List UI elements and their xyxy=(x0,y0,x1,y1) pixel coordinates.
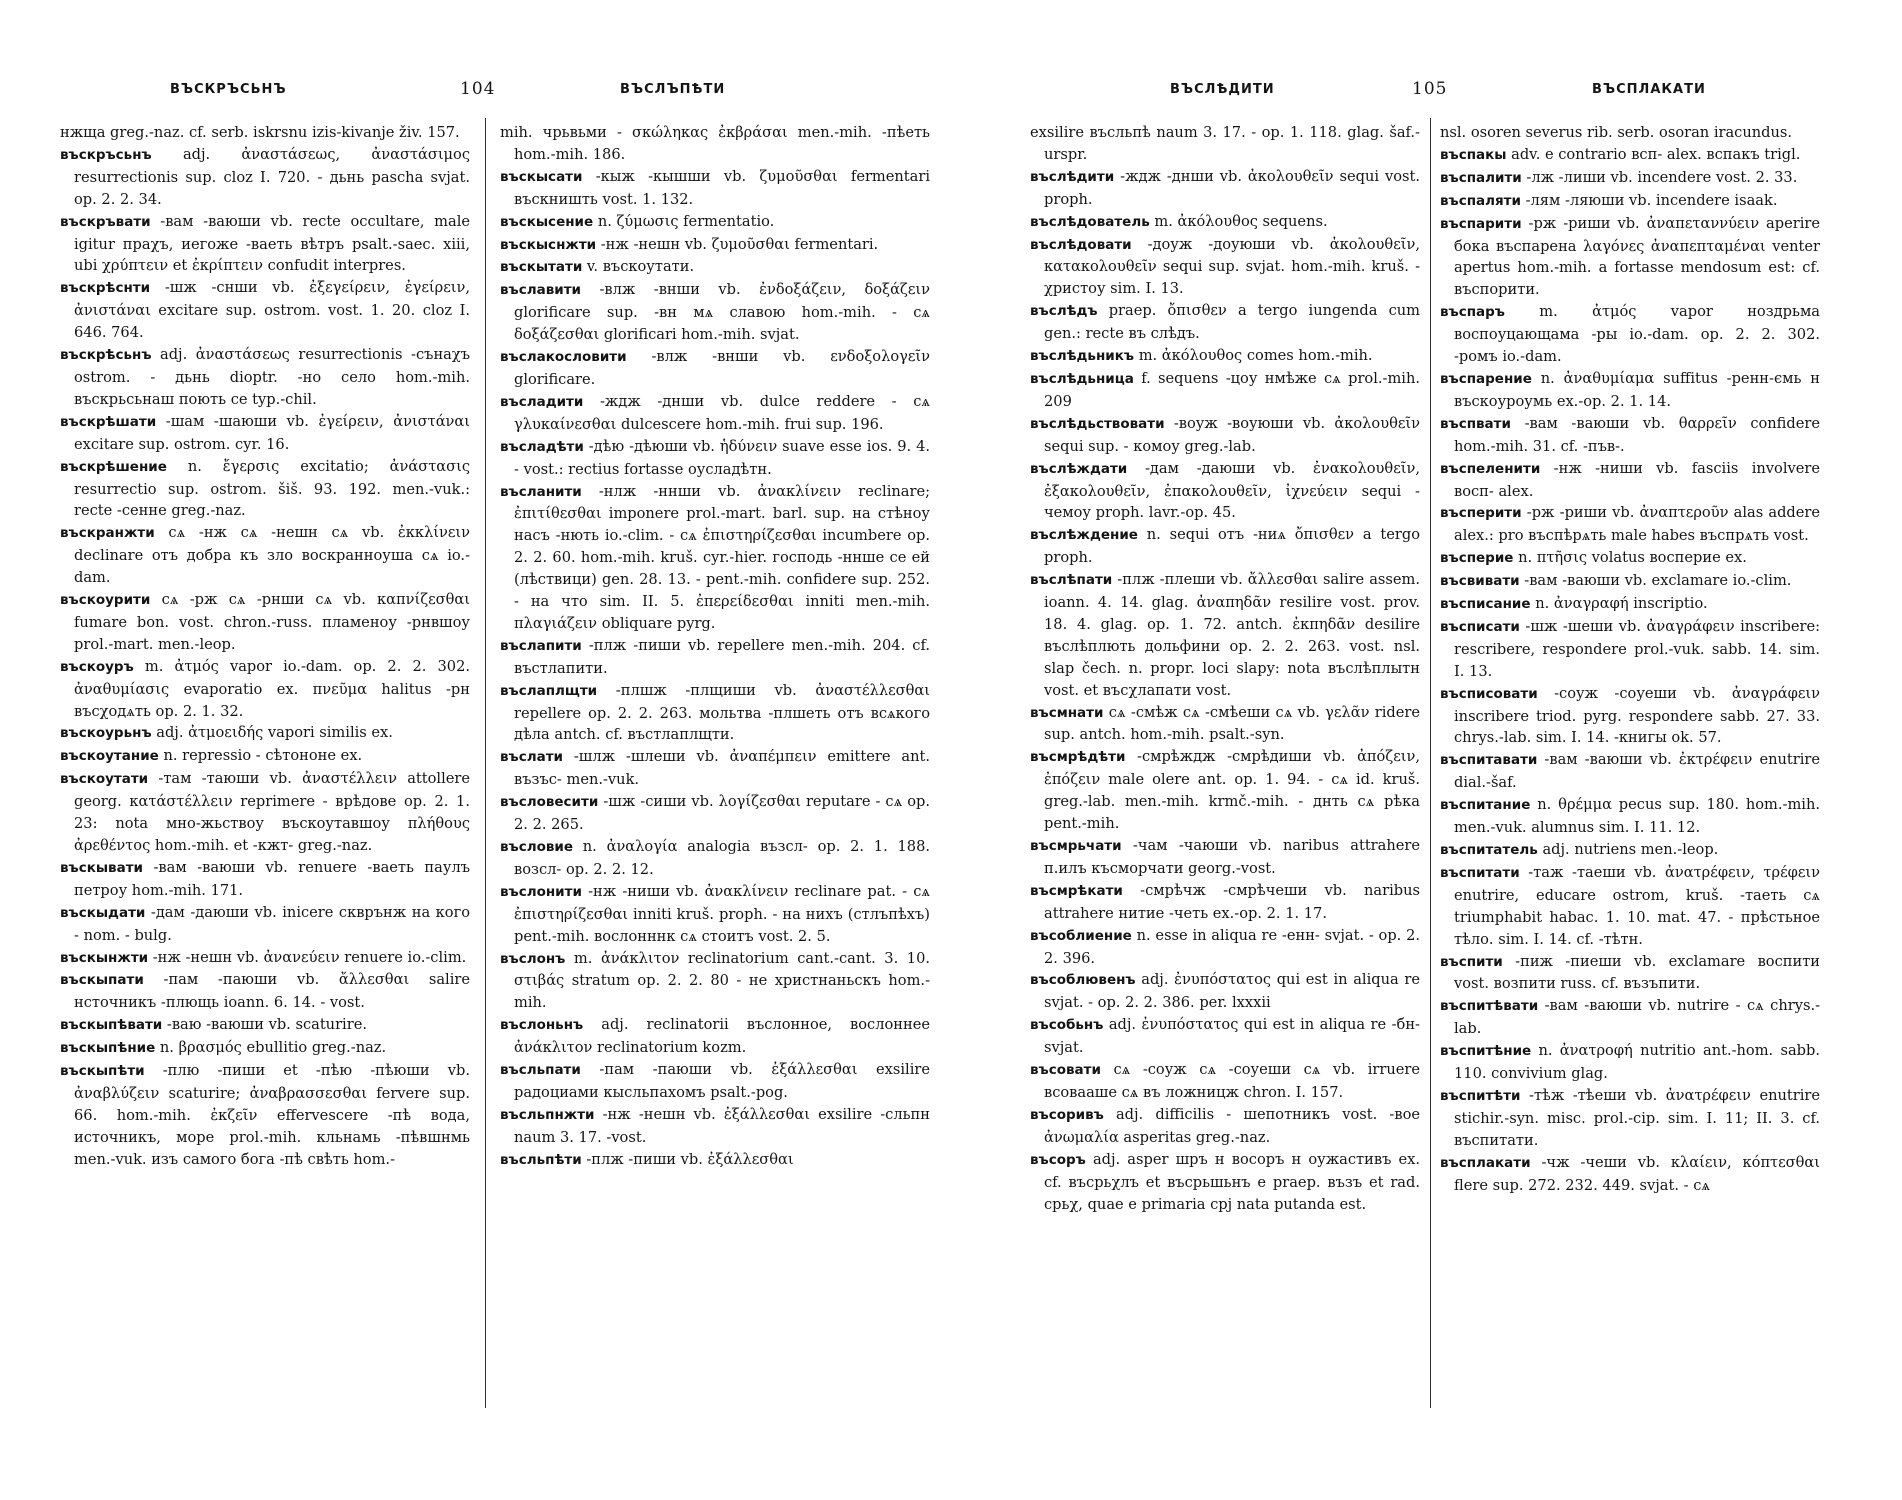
entry-headword: въсмрьчати xyxy=(1030,838,1122,854)
dictionary-entry xyxy=(1030,211,1420,234)
dictionary-entry xyxy=(1030,300,1420,345)
entry-text: сѧ -смѣж сѧ -смѣеши сѧ vb. γελᾶν ridere sup. antch. hom.-mih. psalt.-syn. xyxy=(1044,703,1420,744)
entry-headword: въскытати xyxy=(500,259,583,276)
dictionary-entry xyxy=(1030,702,1420,747)
entry-headword: въспитати xyxy=(1440,864,1520,881)
entry-headword: въскрѣсьнъ xyxy=(60,347,152,364)
dictionary-entry xyxy=(1440,995,1820,1040)
entry-text: n. ἀναγραφή inscriptio. xyxy=(1535,595,1708,613)
entry-headword: въслати xyxy=(500,749,563,766)
dictionary-entry xyxy=(60,947,470,970)
entry-headword: въславити xyxy=(500,282,581,299)
entry-headword: въсписание xyxy=(1440,596,1531,613)
entry-text: n. ἔγερσις excitatio; ἀνάστασις resurrectio sup. ostrom. šiš. 93. 192. men.-vuk.: recte -сенне greg.-naz. xyxy=(74,457,470,520)
entry-text: -дам -даюши vb. ἐνακολουθεῖν, ἐξακολουθεῖν, ἐπακολουθεῖν, ἰχνεύειν sequi - чемоу proph. lavr.-op. 45. xyxy=(1044,459,1420,522)
entry-headword: въскыдати xyxy=(60,904,146,921)
entry-text: -соуж -соуеши vb. ἀναγράφειν inscribere triod. pyrg. respondere sabb. 27. 33. chrys.-lab. sim. I. 14. -книгы ok. 57. xyxy=(1454,684,1820,747)
column-rule xyxy=(485,118,486,1408)
entry-text: -вам -ваюши vb. θαρρεῖν confidere hom.-mih. 31. cf. -пъв-. xyxy=(1454,414,1820,455)
entry-headword: въспитѣти xyxy=(1440,1087,1521,1104)
dictionary-entry xyxy=(60,277,470,344)
dictionary-entry xyxy=(1030,458,1420,525)
entry-text: n. πτῆσις volatus восперие ex. xyxy=(1518,549,1747,567)
entry-headword: въслонъ xyxy=(500,950,566,967)
entry-headword: въсоръ xyxy=(1030,1151,1086,1168)
dictionary-entry xyxy=(60,1037,470,1060)
entry-text: нжща greg.-naz. cf. serb. iskrsnu izis-kivanje živ. 157. xyxy=(60,124,460,141)
entry-text: exsilire въсльпѣ naum 3. 17. - op. 1. 118. glag. šaf.-urspr. xyxy=(1030,124,1420,163)
entry-text: adv. e contrario всп- alex. вспакъ trigl. xyxy=(1511,145,1801,163)
entry-headword: въспаръ xyxy=(1440,304,1505,321)
entry-text: m. ἀτμός vapor io.-dam. op. 2. 2. 302. ἀναθυμίασις evaporatio ex. πνεῦμα halitus -рн въсχодѧть op. 2. 1. 32. xyxy=(74,657,470,720)
dictionary-entry xyxy=(1030,835,1420,880)
dictionary-entry xyxy=(60,745,470,768)
dictionary-entry xyxy=(500,791,930,836)
dictionary-entry xyxy=(1030,122,1420,166)
entry-headword: въскыснжти xyxy=(500,236,597,253)
entry-text: adj. ἀναστάσεως resurrectionis -сънаχъ ostrom. - дьнь dioptr. -но село hom.-mih. въскрьсьнаш поють се typ.-chil. xyxy=(74,346,470,408)
entry-text: -нж -нешн vb. ἀνανεύειν renuere io.-clim. xyxy=(152,948,467,966)
dictionary-entry xyxy=(60,456,470,523)
entry-text: -плж -пиши vb. ἐξάλλεσθαι xyxy=(586,1150,794,1168)
entry-headword: въскрѣснти xyxy=(60,280,151,297)
dictionary-entry xyxy=(60,122,470,144)
dictionary-entry xyxy=(1440,749,1820,794)
entry-text: сѧ -рж сѧ -рнши сѧ vb. καπνίζεσθαι fumare bon. vost. chron.-russ. пламеноу -рнвшоу prol.-mart. men.-leop. xyxy=(74,591,470,653)
entry-headword: въсланити xyxy=(500,483,582,500)
entry-text: m. ἀτμός vapor ноздрьма воспоуцающама -ры io.-dam. op. 2. 2. 302. -ромъ io.-dam. xyxy=(1454,303,1820,366)
entry-headword: въсмнати xyxy=(1030,704,1104,721)
entry-text: adj. reclinatorii въслонное, вослоннее ἀνάκλιτον reclinatorium kozm. xyxy=(514,1016,931,1057)
entry-text: -чж -чеши vb. κλαίειν, κόπτεσθαι flere sup. 272. 232. 449. svjat. - сѧ xyxy=(1454,1153,1821,1194)
dictionary-entry xyxy=(1030,746,1420,835)
dictionary-entry xyxy=(1440,862,1820,951)
entry-text: m. ἀκόλουθος sequens. xyxy=(1154,212,1328,230)
entry-text: -ваю -ваюши vb. scaturire. xyxy=(166,1016,367,1034)
entry-headword: въскрѣшати xyxy=(60,413,157,430)
entry-headword: въспеленити xyxy=(1440,460,1541,477)
dictionary-entry xyxy=(500,436,930,481)
entry-text: -вам -ваюши vb. nutrire - сѧ chrys.-lab. xyxy=(1454,997,1821,1038)
page-number: 104 xyxy=(460,79,496,99)
entry-headword: въслѣдователь xyxy=(1030,213,1150,230)
entry-headword: въсобьнъ xyxy=(1030,1017,1104,1034)
column-right-a xyxy=(1030,122,1420,1215)
entry-headword: въслѣдьникъ xyxy=(1030,348,1135,365)
dictionary-entry xyxy=(60,857,470,902)
entry-text: n. repressio - сѣтононе ex. xyxy=(163,747,363,765)
entry-text: -шж -сиши vb. λογίζεσθαι reputare - сѧ op. 2. 2. 265. xyxy=(514,793,931,834)
entry-text: n. βρασμός ebullitio greg.-naz. xyxy=(159,1039,387,1057)
entry-text: -нж -ниши vb. fasciis involvere восп- alex. xyxy=(1454,459,1820,500)
entry-headword: въсперие xyxy=(1440,550,1514,567)
dictionary-entry xyxy=(500,1149,930,1172)
entry-text: -чам -чаюши vb. naribus attrahere п.илъ късморчати georg.-vost. xyxy=(1044,837,1421,877)
dictionary-entry xyxy=(1440,839,1820,862)
entry-headword: въскысение xyxy=(500,213,594,230)
entry-headword: въспитѣние xyxy=(1440,1043,1532,1060)
dictionary-entry xyxy=(500,346,930,391)
entry-text: -смрѣчж -смрѣчеши vb. naribus attrahere нитие -четь ex.-op. 2. 1. 17. xyxy=(1044,881,1420,922)
entry-headword: въскыпѣвати xyxy=(60,1017,163,1034)
entry-headword: въскоутание xyxy=(60,748,159,765)
entry-text: -рж -риши vb. ἀναπτεροῦν alas addere alex.: pro въспѣрѧть male habes въспрѧть vost. xyxy=(1454,504,1820,545)
entry-headword: въслѣдьствовати xyxy=(1030,415,1165,432)
dictionary-entry xyxy=(1440,1085,1820,1152)
dictionary-entry xyxy=(60,656,470,723)
entry-headword: въспитавати xyxy=(1440,752,1538,769)
dictionary-entry xyxy=(1440,951,1820,996)
entry-text: n. ζύμωσις fermentatio. xyxy=(597,212,775,230)
running-head-right xyxy=(1030,79,1830,106)
dictionary-entry xyxy=(500,948,930,1015)
entry-text: n. ἀναλογία analogia възсл- op. 2. 1. 188. возсл- op. 2. 2. 12. xyxy=(514,838,930,878)
entry-text: -дѣю -дѣюши vb. ἡδύνειν suave esse ios. 9. 4. - vost.: rectius fortasse оусладѣтн. xyxy=(514,437,930,478)
entry-text: -таж -таеши vb. ἀνατρέφειν, τρέφειν enutrire, educare ostrom, kruš. -таеть сѧ triumphabit habac. 1. 10. mat. 47. - прѣстьное тѣло. sim. I. 14. cf. -тѣтн. xyxy=(1454,863,1821,948)
entry-headword: въспити xyxy=(1440,953,1503,970)
dictionary-entry xyxy=(1440,213,1820,302)
entry-headword: въскрѣшение xyxy=(60,458,167,475)
dictionary-entry xyxy=(1030,345,1420,368)
header-left-word: ВЪСЛѢДИТИ xyxy=(1170,82,1275,97)
entry-text: mih. чрьвьми - σκώληκας ἐκβράσαι men.-mih. -пѣеть hom.-mih. 186. xyxy=(500,124,930,163)
entry-text: adj. nutriens men.-leop. xyxy=(1542,841,1719,858)
entry-headword: въспаляти xyxy=(1440,192,1521,209)
entry-headword: въскывати xyxy=(60,859,143,876)
dictionary-entry xyxy=(500,481,930,635)
entry-headword: въсовати xyxy=(1030,1062,1101,1079)
entry-text: n. ἀνατροφή nutritio ant.-hom. sabb. 110. convivium glag. xyxy=(1454,1042,1820,1083)
entry-text: -нж -нешн vb. ζυμοῦσθαι fermentari. xyxy=(600,235,879,253)
entry-text: -плшж -плщиши vb. ἀναστέλλεσθαι repellere op. 2. 2. 263. мольтва -плшеть отъ всѧкого дѣла antch. cf. въстлаплщти. xyxy=(514,681,930,744)
entry-text: -вам -ваюши vb. recte occultare, male igitur праχъ, иегоже -ваеть вѣтръ psalt.-saec. xiii, ubi χρύπτειν et ἐκρίπτειν confudit interpres. xyxy=(74,212,470,275)
entry-headword: въсльпнжти xyxy=(500,1106,595,1123)
dictionary-entry xyxy=(60,144,470,211)
dictionary-entry xyxy=(500,1104,930,1149)
entry-headword: въсоблиение xyxy=(1030,927,1132,944)
dictionary-entry xyxy=(1440,683,1820,750)
entry-headword: въсвивати xyxy=(1440,573,1520,590)
entry-text: -вам -ваюши vb. renuere -ваеть паулъ петроу hom.-mih. 171. xyxy=(74,858,470,899)
entry-headword: въслонити xyxy=(500,883,582,900)
dictionary-entry xyxy=(1440,616,1820,683)
entry-headword: въслѣдъ xyxy=(1030,303,1098,320)
entry-headword: въсплакати xyxy=(1440,1154,1531,1171)
header-right-word: ВЪСЛЪПѢТИ xyxy=(620,82,726,97)
entry-headword: въспвати xyxy=(1440,415,1511,432)
dictionary-entry xyxy=(500,279,930,346)
entry-headword: въспитатель xyxy=(1440,842,1538,858)
entry-text: сѧ -нж сѧ -нешн сѧ vb. ἐκκλίνειν declinare отъ добра къ зло воскранноуша сѧ io.-dam. xyxy=(74,524,470,587)
entry-headword: въслѣпати xyxy=(1030,572,1113,589)
entry-text: -плж -пиши vb. repellere men.-mih. 204. cf. въстлапити. xyxy=(514,636,930,677)
dictionary-entry xyxy=(1440,547,1820,570)
entry-text: -шам -шаюши vb. ἐγείρειν, ἀνιστάναι excitare sup. ostrom. cyr. 16. xyxy=(74,412,471,453)
entry-headword: въскыпѣти xyxy=(60,1063,145,1080)
dictionary-entry xyxy=(500,881,930,948)
entry-text: -пам -паюши vb. ἐξάλλεσθαι exsilire радоциами кысльпахомъ psalt.-pog. xyxy=(514,1061,930,1101)
entry-text: -тѣж -тѣеши vb. ἀνατρέφειν enutrire stichir.-syn. misc. prol.-cip. sim. I. 11; II. 3. cf. въспитати. xyxy=(1454,1086,1820,1149)
dictionary-entry xyxy=(1030,524,1420,569)
entry-text: v. въскоутати. xyxy=(586,258,695,276)
entry-headword: въскоутати xyxy=(60,771,149,788)
dictionary-entry xyxy=(1440,593,1820,616)
entry-headword: въсмрѣкати xyxy=(1030,882,1123,899)
entry-headword: въслакословити xyxy=(500,349,627,366)
entry-headword: въсмрѣдѣти xyxy=(1030,749,1126,766)
dictionary-entry xyxy=(500,391,930,436)
dictionary-entry xyxy=(500,680,930,747)
page-number: 105 xyxy=(1412,79,1448,99)
entry-headword: въспакы xyxy=(1440,146,1507,163)
entry-headword: въскръвати xyxy=(60,213,151,230)
dictionary-entry xyxy=(1440,167,1820,190)
dictionary-entry xyxy=(1030,1059,1420,1104)
dictionary-entry xyxy=(1030,413,1420,458)
entry-headword: въслѣждати xyxy=(1030,460,1128,477)
entry-text: -воуж -воуюши vb. ἀκολουθεῖν sequi sup. - комоу greg.-lab. xyxy=(1044,414,1421,455)
dictionary-entry xyxy=(1030,368,1420,413)
entry-headword: въслѣдовати xyxy=(1030,236,1132,253)
entry-text: -вам -ваюши vb. exclamare io.-clim. xyxy=(1524,572,1792,590)
entry-text: -рж -риши vb. ἀναπεταννύειν aperire бока въспарена λαγόνες ἀναπεπταμέναι venter apertus hom.-mih. a fortasse mendosum est: cf. въспорити. xyxy=(1454,214,1820,299)
entry-headword: въскръсьнъ xyxy=(60,146,152,163)
dictionary-entry xyxy=(1030,925,1420,970)
dictionary-entry xyxy=(1440,122,1820,144)
entry-headword: въслѣдити xyxy=(1030,168,1115,185)
dictionary-entry xyxy=(500,256,930,279)
dictionary-entry xyxy=(1440,794,1820,839)
dictionary-entry xyxy=(500,1014,930,1059)
dictionary-entry xyxy=(60,211,470,278)
entry-headword: въскыпати xyxy=(60,972,144,989)
dictionary-entry xyxy=(1440,502,1820,547)
entry-text: -вам -ваюши vb. ἐκτρέφειν enutrire dial.-šaf. xyxy=(1454,751,1820,792)
entry-text: adj. difficilis - шепотникъ vost. -вое ἀνωμαλία asperitas greg.-naz. xyxy=(1044,1105,1420,1146)
entry-text: -нж -ниши vb. ἀνακλίνειν reclinare pat. - сѧ ἐπιστηρίζεσθαι inniti kruš. proph. - на нихъ (стлъпѣхъ) pent.-mih. вослонннк сѧ стоитъ vost. 2. 5. xyxy=(514,882,930,945)
entry-text: -влж -внши vb. ενδοξολογεῖν glorificare. xyxy=(514,348,930,388)
entry-headword: въсльпати xyxy=(500,1062,581,1079)
entry-text: -ждж -днши vb. dulce reddere - сѧ γλυκαίνεσθαι dulcescere hom.-mih. frui sup. 196. xyxy=(514,392,930,433)
dictionary-entry xyxy=(60,768,470,857)
dictionary-entry xyxy=(60,1014,470,1037)
dictionary-entry xyxy=(60,1060,470,1171)
entry-text: -кыж -кышши vb. ζυμοῦσθαι fermentari въскништь vost. 1. 132. xyxy=(514,167,931,208)
entry-headword: въслаплщти xyxy=(500,682,598,699)
column-right-b xyxy=(1440,122,1820,1197)
dictionary-entry xyxy=(1440,1152,1820,1197)
entry-text: -лям -ляюши vb. incendere isaak. xyxy=(1525,191,1778,209)
entry-text: adj. ἀναστάσεως, ἀναστάσιμος resurrectionis sup. cloz I. 720. - дьнь pascha svjat. op. 2. 2. 34. xyxy=(74,145,470,208)
dictionary-entry xyxy=(1030,1014,1420,1059)
dictionary-entry xyxy=(1440,458,1820,503)
entry-text: nsl. osoren severus rib. serb. osoran iracundus. xyxy=(1440,124,1793,141)
left-page xyxy=(60,0,940,1500)
dictionary-entry xyxy=(1030,880,1420,925)
entry-headword: въсперити xyxy=(1440,505,1522,522)
entry-text: -нлж -ннши vb. ἀνακλίνειν reclinare; ἐπιτίθεσθαι imponere prol.-mart. barl. sup. на стѣноу насъ -нють io.-clim. - сѧ ἐπιστηρίζεσθαι incumbere op. 2. 2. 60. hom.-mih. kruš. cyr.-hier. господь -ннше се ей (лѣствици) gen. 28. 13. - pent.-mih. confidere sup. 252. - на что sim. II. 5. ἐπερείδεσθαι inniti men.-mih. πλαγιάζειν obliquare pyrg. xyxy=(514,482,931,632)
column-rule xyxy=(1430,118,1431,1408)
dictionary-entry xyxy=(60,969,470,1014)
entry-headword: въсловесити xyxy=(500,794,599,811)
entry-headword: въспитѣвати xyxy=(1440,998,1539,1015)
entry-headword: въсписовати xyxy=(1440,685,1538,702)
entry-headword: въслапити xyxy=(500,637,582,654)
dictionary-entry xyxy=(500,836,930,881)
entry-text: praep. ὄπισθεν a tergo iungenda cum gen.: recte въ слѣдъ. xyxy=(1044,302,1420,343)
entry-text: -плю -пиши et -пѣю -пѣюши vb. ἀναβλύζειν scaturire; ἀναβρασσεσθαι fervere sup. 66. hom.-mih. ἐκζεῖν effervescere -пѣ вода, источникъ, море prol.-mih. кльнамь -пѣвшнмь men.-vuk. изъ самого бога -пѣ свѣть hom.- xyxy=(74,1062,470,1168)
entry-headword: въсладѣти xyxy=(500,438,584,455)
entry-headword: въспалити xyxy=(1440,169,1522,186)
dictionary-entry xyxy=(500,1059,930,1104)
entry-text: -шж -снши vb. ἐξεγείρειν, ἐγείρειν, ἀνιστάναι excitare sup. ostrom. vost. 1. 20. cloz I. 646. 764. xyxy=(74,279,470,342)
dictionary-entry xyxy=(1030,1149,1420,1216)
entry-text: n. esse in aliqua re -енн- svjat. - op. 2. 2. 396. xyxy=(1044,926,1421,967)
dictionary-entry xyxy=(1440,368,1820,413)
column-left-a xyxy=(60,122,470,1171)
entry-headword: въскоуръ xyxy=(60,658,134,675)
entry-text: -влж -внши vb. ἐνδοξάζειν, δοξάζειν glorificare sup. -вн мѧ славою hom.-mih. - сѧ δοξάζεσθαι glorificari hom.-mih. svjat. xyxy=(514,281,930,344)
entry-headword: въслѣждение xyxy=(1030,527,1138,544)
entry-headword: въскынжти xyxy=(60,949,149,966)
entry-text: -шлж -шлеши vb. ἀναπέμπειν emittere ant. възъс- men.-vuk. xyxy=(514,748,930,789)
dictionary-entry xyxy=(60,411,470,456)
dictionary-entry xyxy=(1030,969,1420,1014)
dictionary-entry xyxy=(1440,413,1820,458)
dictionary-entry xyxy=(60,344,470,411)
entry-text: сѧ -соуж сѧ -соуеши сѧ vb. irruere всовааше сѧ въ ложницж chron. I. 157. xyxy=(1044,1061,1421,1101)
entry-text: adj. asper шръ н восоръ н оужастивъ ex. cf. въсрьχлъ et въсрьшьнъ e praep. възъ et rad. срьχ, quae e primaria срј nata putanda est. xyxy=(1044,1150,1421,1213)
header-right-word: ВЪСПЛАКАТИ xyxy=(1592,82,1706,97)
dictionary-entry xyxy=(1030,569,1420,701)
entry-headword: въсльпѣти xyxy=(500,1151,582,1168)
entry-text: adj. ἐνυπόστατος qui est in aliqua re -бн- svjat. xyxy=(1044,1016,1420,1057)
entry-text: -доуж -доуюши vb. ἀκολουθεῖν, κατακολουθεῖν sequi sup. svjat. hom.-mih. kruš. - χристоу sim. I. 13. xyxy=(1044,235,1420,298)
dictionary-entry xyxy=(1030,166,1420,211)
entry-headword: въсладити xyxy=(500,393,584,410)
entry-text: f. sequens -цоу нмѣже сѧ prol.-mih. 209 xyxy=(1044,369,1421,410)
dictionary-entry xyxy=(1030,1104,1420,1149)
entry-text: -нж -нешн vb. ἐξάλλεσθαι exsilire -сльпн naum 3. 17. -vost. xyxy=(514,1105,930,1146)
entry-text: -там -таюши vb. ἀναστέλλειν attollere georg. κατάστέλλειν reprimere - врѣдове op. 2. 1. 23: nota мно-жьствоу въскоутавшоу πλήθους ἀρεθέντος hom.-mih. et -кжт- greg.-naz. xyxy=(74,770,470,854)
entry-headword: въслоньнъ xyxy=(500,1017,584,1034)
entry-text: -ждж -днши vb. ἀκολουθεῖν sequi vost. proph. xyxy=(1044,167,1421,208)
entry-headword: въсоривъ xyxy=(1030,1106,1104,1123)
entry-headword: въспарити xyxy=(1440,215,1522,232)
entry-headword: въслѣдьница xyxy=(1030,370,1134,387)
entry-text: adj. ἀτμοειδής vapori similis ex. xyxy=(156,724,393,742)
dictionary-entry xyxy=(1440,1040,1820,1085)
dictionary-entry xyxy=(1440,190,1820,213)
entry-headword: въспитание xyxy=(1440,797,1531,814)
entry-headword: въскоурити xyxy=(60,592,151,609)
entry-headword: въспарение xyxy=(1440,370,1532,387)
running-head-left xyxy=(60,79,940,106)
entry-headword: въскысати xyxy=(500,168,583,185)
entry-text: -пам -паюши vb. ἄλλεσθαι salire нсточникъ -плющь ioann. 6. 14. - vost. xyxy=(74,971,471,1012)
entry-text: m. ἀκόλουθος comes hom.-mih. xyxy=(1138,347,1373,365)
entry-text: -шж -шеши vb. ἀναγράφειν inscribere: rescribere, respondere prol.-vuk. sabb. 14. sim. I. 13. xyxy=(1454,617,1820,680)
dictionary-entry xyxy=(500,211,930,234)
entry-text: adj. ἐνυπόστατος qui est in aliqua re svjat. - op. 2. 2. 386. per. lxxxii xyxy=(1044,971,1420,1012)
entry-text: n. θρέμμα pecus sup. 180. hom.-mih. men.-vuk. alumnus sim. I. 11. 12. xyxy=(1454,796,1820,837)
entry-text: -дам -даюши vb. inicere скврънж на кого - nom. - bulg. xyxy=(74,903,471,944)
dictionary-entry xyxy=(1440,570,1820,593)
entry-text: m. ἀνάκλιτον reclinatorium cant.-cant. 3. 10. στιβάς stratum op. 2. 2. 80 - не христнаньскъ hom.-mih. xyxy=(514,949,931,1012)
entry-text: -смрѣждж -смрѣдиши vb. ἀπόζειν, ἐπόζειν male olere ant. op. 1. 94. - сѧ id. kruš. greg.-lab. men.-mih. krmč.-mih. - днть сѧ рѣка pent.-mih. xyxy=(1044,748,1421,833)
dictionary-entry xyxy=(1030,234,1420,301)
entry-text: -лж -лиши vb. incendere vost. 2. 33. xyxy=(1526,168,1798,186)
dictionary-entry xyxy=(500,122,930,166)
header-left-word: ВЪСКРЪСЬНЪ xyxy=(170,82,287,97)
dictionary-entry xyxy=(60,902,470,947)
column-left-b xyxy=(500,122,930,1172)
entry-headword: въсоблювенъ xyxy=(1030,972,1136,989)
dictionary-entry xyxy=(60,522,470,589)
dictionary-entry xyxy=(60,589,470,656)
entry-headword: въскыпѣние xyxy=(60,1040,156,1057)
entry-text: n. sequi отъ -ниѧ ὄπισθεν a tergo proph. xyxy=(1044,526,1420,567)
dictionary-entry xyxy=(1440,144,1820,167)
entry-text: n. ἀναθυμίαμα suffitus -ренн-ємь н въскоуроумь ex.-op. 2. 1. 14. xyxy=(1454,369,1821,410)
dictionary-entry xyxy=(500,234,930,257)
entry-text: -пиж -пиеши vb. exclamare воспити vost. возпити russ. cf. възъпити. xyxy=(1454,952,1821,993)
dictionary-entry xyxy=(500,746,930,791)
dictionary-entry xyxy=(500,635,930,680)
dictionary-entry xyxy=(1440,301,1820,368)
entry-headword: въсловие xyxy=(500,839,574,855)
dictionary-entry xyxy=(500,166,930,211)
entry-text: -плж -плеши vb. ἄλλεσθαι salire assem. ioann. 4. 14. glag. ἀναπηδᾶν resilire vost. prov. 18. 4. glag. op. 1. 72. antch. ἐκπηδᾶν desilire въслѣплють дольфини op. 2. 2. 263. vost. nsl. slap čech. n. propr. loci slapy: nota въслѣплытн vost. et въсχлапати vost. xyxy=(1044,571,1420,699)
right-page xyxy=(1030,0,1830,1500)
entry-headword: въскранжти xyxy=(60,525,155,542)
entry-headword: въсписати xyxy=(1440,618,1520,635)
entry-headword: въскоурьнъ xyxy=(60,725,152,742)
dictionary-entry xyxy=(60,722,470,745)
